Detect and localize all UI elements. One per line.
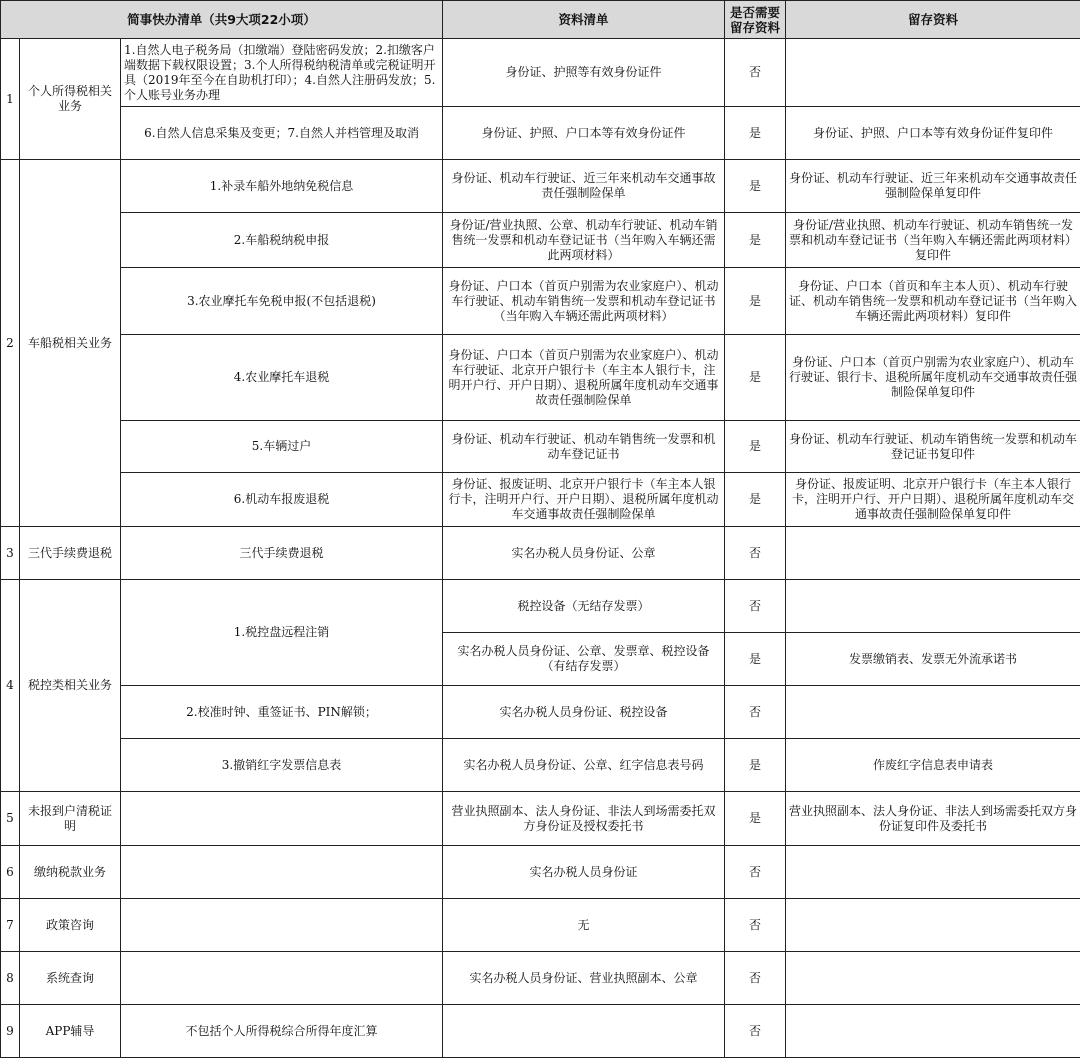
group-number: 6 (1, 846, 20, 899)
table-row (1, 107, 1080, 160)
table-row (1, 39, 1080, 107)
group-number: 2 (1, 160, 20, 527)
keep-cell: 否 (725, 1005, 786, 1058)
keep-cell: 否 (725, 527, 786, 580)
group-number: 3 (1, 527, 20, 580)
kept-cell: 身份证、报废证明、北京开户银行卡（车主本人银行卡，注明开户行、开户日期）、退税所属年度机动车交通事故责任强制险保单复印件 (786, 473, 1080, 527)
table-row (1, 792, 1080, 846)
kept-cell: 发票缴销表、发票无外流承诺书 (786, 633, 1080, 686)
keep-cell: 否 (725, 846, 786, 899)
group-name: 税控类相关业务 (20, 580, 121, 792)
kept-cell (786, 527, 1080, 580)
item-cell: 1.自然人电子税务局（扣缴端）登陆密码发放；2.扣缴客户端数据下载权限设置；3.个人所得税纳税清单或完税证明开具（2019年至今在自助机打印）；4.自然人注册码发放；5.个人账号业务办理 (121, 39, 443, 107)
kept-cell (786, 1005, 1080, 1058)
kept-cell (786, 899, 1080, 952)
kept-cell: 身份证、机动车行驶证、机动车销售统一发票和机动车登记证书复印件 (786, 421, 1080, 473)
kept-cell: 身份证、护照、户口本等有效身份证件复印件 (786, 107, 1080, 160)
group-name: 缴纳税款业务 (20, 846, 121, 899)
keep-cell: 是 (725, 335, 786, 421)
keep-cell: 是 (725, 107, 786, 160)
item-cell (121, 899, 443, 952)
group-name: 个人所得税相关业务 (20, 39, 121, 160)
kept-cell (786, 952, 1080, 1005)
kept-cell (786, 846, 1080, 899)
item-cell: 不包括个人所得税综合所得年度汇算 (121, 1005, 443, 1058)
table-row (1, 268, 1080, 335)
group-name: 政策咨询 (20, 899, 121, 952)
table-row (1, 213, 1080, 268)
materials-cell: 身份证、报废证明、北京开户银行卡（车主本人银行卡，注明开户行、开户日期）、退税所属年度机动车交通事故责任强制险保单 (443, 473, 725, 527)
kept-cell (786, 580, 1080, 633)
group-number: 1 (1, 39, 20, 160)
table-header-row (1, 1, 1080, 39)
header-kept: 留存资料 (786, 1, 1080, 39)
table-row (1, 846, 1080, 899)
materials-cell: 身份证、户口本（首页户别需为农业家庭户）、机动车行驶证、北京开户银行卡（车主本人银行卡，注明开户行、开户日期）、退税所属年度机动车交通事故责任强制险保单 (443, 335, 725, 421)
keep-cell: 否 (725, 899, 786, 952)
table-row (1, 952, 1080, 1005)
materials-cell: 税控设备（无结存发票） (443, 580, 725, 633)
keep-cell: 是 (725, 792, 786, 846)
header-materials: 资料清单 (443, 1, 725, 39)
table-row (1, 899, 1080, 952)
item-cell: 2.校准时钟、重签证书、PIN解锁； (121, 686, 443, 739)
item-cell: 4.农业摩托车退税 (121, 335, 443, 421)
group-name: 未报到户清税证明 (20, 792, 121, 846)
kept-cell: 作废红字信息表申请表 (786, 739, 1080, 792)
keep-cell: 是 (725, 160, 786, 213)
group-number: 8 (1, 952, 20, 1005)
keep-cell: 是 (725, 213, 786, 268)
keep-cell: 否 (725, 952, 786, 1005)
table-row (1, 527, 1080, 580)
group-name: 车船税相关业务 (20, 160, 121, 527)
materials-cell: 实名办税人员身份证、税控设备 (443, 686, 725, 739)
header-need-keep: 是否需要留存资料 (725, 1, 786, 39)
keep-cell: 是 (725, 473, 786, 527)
materials-cell: 实名办税人员身份证 (443, 846, 725, 899)
table-row (1, 160, 1080, 213)
materials-cell: 身份证、护照等有效身份证件 (443, 39, 725, 107)
keep-cell: 是 (725, 268, 786, 335)
table-row (1, 739, 1080, 792)
item-cell: 3.农业摩托车免税申报(不包括退税) (121, 268, 443, 335)
keep-cell: 是 (725, 421, 786, 473)
keep-cell: 否 (725, 39, 786, 107)
materials-cell: 身份证、户口本（首页户别需为农业家庭户）、机动车行驶证、机动车销售统一发票和机动车登记证书（当年购入车辆还需此两项材料） (443, 268, 725, 335)
materials-cell: 实名办税人员身份证、公章、发票章、税控设备（有结存发票） (443, 633, 725, 686)
table-row (1, 686, 1080, 739)
table-row (1, 1005, 1080, 1058)
kept-cell: 身份证/营业执照、机动车行驶证、机动车销售统一发票和机动车登记证书（当年购入车辆还需此两项材料）复印件 (786, 213, 1080, 268)
keep-cell: 否 (725, 686, 786, 739)
materials-cell (443, 1005, 725, 1058)
item-cell: 6.自然人信息采集及变更；7.自然人并档管理及取消 (121, 107, 443, 160)
materials-cell: 身份证、护照、户口本等有效身份证件 (443, 107, 725, 160)
item-cell: 6.机动车报废退税 (121, 473, 443, 527)
group-number: 4 (1, 580, 20, 792)
kept-cell (786, 39, 1080, 107)
table-row (1, 421, 1080, 473)
materials-cell: 身份证/营业执照、公章、机动车行驶证、机动车销售统一发票和机动车登记证书（当年购入车辆还需此两项材料） (443, 213, 725, 268)
item-cell: 三代手续费退税 (121, 527, 443, 580)
group-name: 三代手续费退税 (20, 527, 121, 580)
item-cell (121, 792, 443, 846)
materials-cell: 身份证、机动车行驶证、机动车销售统一发票和机动车登记证书 (443, 421, 725, 473)
header-title: 简事快办清单（共9大项22小项） (1, 1, 443, 39)
group-number: 5 (1, 792, 20, 846)
kept-cell: 身份证、户口本（首页户别需为农业家庭户）、机动车行驶证、银行卡、退税所属年度机动车交通事故责任强制险保单复印件 (786, 335, 1080, 421)
table-row (1, 473, 1080, 527)
item-cell: 2.车船税纳税申报 (121, 213, 443, 268)
materials-cell: 无 (443, 899, 725, 952)
kept-cell: 身份证、机动车行驶证、近三年来机动车交通事故责任强制险保单复印件 (786, 160, 1080, 213)
materials-cell: 实名办税人员身份证、营业执照副本、公章 (443, 952, 725, 1005)
item-cell: 1.税控盘远程注销 (121, 580, 443, 686)
materials-cell: 身份证、机动车行驶证、近三年来机动车交通事故责任强制险保单 (443, 160, 725, 213)
materials-cell: 实名办税人员身份证、公章、红字信息表号码 (443, 739, 725, 792)
item-cell: 1.补录车船外地纳免税信息 (121, 160, 443, 213)
item-cell: 5.车辆过户 (121, 421, 443, 473)
group-number: 9 (1, 1005, 20, 1058)
kept-cell: 营业执照副本、法人身份证、非法人到场需委托双方身份证复印件及委托书 (786, 792, 1080, 846)
keep-cell: 是 (725, 739, 786, 792)
group-name: APP辅导 (20, 1005, 121, 1058)
group-number: 7 (1, 899, 20, 952)
table-row (1, 580, 1080, 633)
kept-cell (786, 686, 1080, 739)
keep-cell: 是 (725, 633, 786, 686)
item-cell (121, 846, 443, 899)
materials-cell: 实名办税人员身份证、公章 (443, 527, 725, 580)
group-name: 系统查询 (20, 952, 121, 1005)
item-cell: 3.撤销红字发票信息表 (121, 739, 443, 792)
item-cell (121, 952, 443, 1005)
keep-cell: 否 (725, 580, 786, 633)
materials-cell: 营业执照副本、法人身份证、非法人到场需委托双方身份证及授权委托书 (443, 792, 725, 846)
kept-cell: 身份证、户口本（首页和车主本人页）、机动车行驶证、机动车销售统一发票和机动车登记证书（当年购入车辆还需此两项材料）复印件 (786, 268, 1080, 335)
table-row (1, 335, 1080, 421)
